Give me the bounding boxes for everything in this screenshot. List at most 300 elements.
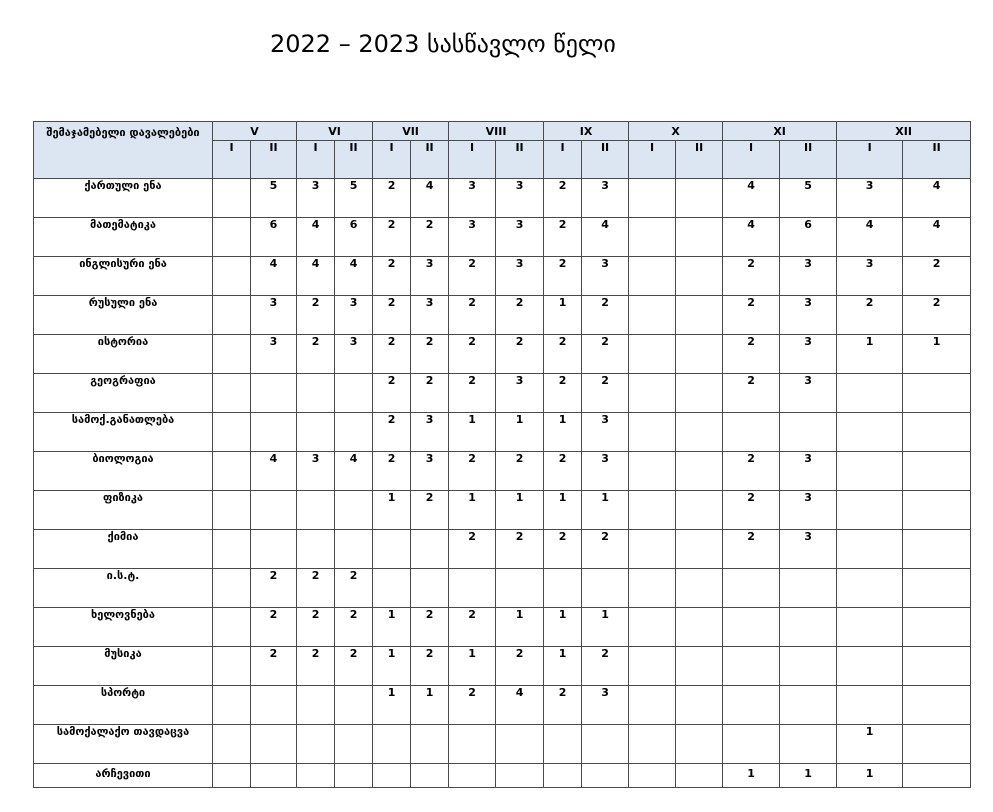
value-cell: 2 — [297, 569, 335, 608]
value-cell: 4 — [582, 218, 629, 257]
semester-header: I — [373, 141, 411, 179]
value-cell — [411, 569, 449, 608]
value-cell: 1 — [496, 608, 544, 647]
value-cell: 3 — [449, 218, 496, 257]
table-row — [34, 764, 971, 788]
value-cell: 3 — [780, 257, 837, 296]
value-cell — [903, 413, 971, 452]
value-cell — [544, 764, 582, 788]
grade-header: X — [629, 122, 723, 141]
value-cell — [496, 725, 544, 764]
value-cell — [676, 530, 723, 569]
subject-cell: არჩევითი — [34, 764, 213, 788]
value-cell: 3 — [251, 335, 297, 374]
value-cell — [629, 296, 676, 335]
page-title: 2022 – 2023 სასწავლო წელი — [270, 30, 616, 58]
value-cell — [903, 530, 971, 569]
value-cell — [780, 686, 837, 725]
value-cell: 2 — [544, 374, 582, 413]
value-cell: 3 — [780, 452, 837, 491]
value-cell: 2 — [723, 257, 780, 296]
value-cell — [496, 569, 544, 608]
value-cell: 2 — [411, 335, 449, 374]
value-cell — [837, 686, 903, 725]
value-cell: 4 — [496, 686, 544, 725]
value-cell: 1 — [449, 491, 496, 530]
table-row — [34, 647, 971, 686]
value-cell: 6 — [335, 218, 373, 257]
semester-header: II — [582, 141, 629, 179]
value-cell — [629, 218, 676, 257]
subject-cell: ი.ს.ტ. — [34, 569, 213, 608]
value-cell — [676, 179, 723, 218]
value-cell — [251, 530, 297, 569]
value-cell: 3 — [582, 257, 629, 296]
value-cell: 2 — [903, 257, 971, 296]
grade-header-row — [34, 122, 971, 141]
value-cell — [496, 764, 544, 788]
value-cell: 2 — [297, 335, 335, 374]
table-row — [34, 257, 971, 296]
semester-header: I — [723, 141, 780, 179]
value-cell — [629, 413, 676, 452]
value-cell: 2 — [496, 452, 544, 491]
value-cell: 2 — [723, 335, 780, 374]
value-cell — [449, 725, 496, 764]
subject-cell: ქართული ენა — [34, 179, 213, 218]
value-cell — [582, 569, 629, 608]
value-cell: 2 — [496, 296, 544, 335]
value-cell: 2 — [544, 452, 582, 491]
value-cell — [723, 647, 780, 686]
semester-header: I — [837, 141, 903, 179]
value-cell: 2 — [723, 296, 780, 335]
table-row — [34, 179, 971, 218]
value-cell: 5 — [780, 179, 837, 218]
value-cell — [213, 413, 251, 452]
value-cell: 4 — [723, 218, 780, 257]
value-cell — [629, 686, 676, 725]
value-cell: 3 — [780, 530, 837, 569]
value-cell — [780, 725, 837, 764]
value-cell — [676, 725, 723, 764]
value-cell: 2 — [411, 218, 449, 257]
value-cell: 2 — [723, 530, 780, 569]
value-cell — [373, 725, 411, 764]
value-cell — [903, 725, 971, 764]
value-cell: 2 — [723, 452, 780, 491]
value-cell: 3 — [582, 179, 629, 218]
value-cell — [629, 491, 676, 530]
value-cell: 3 — [496, 218, 544, 257]
table-body — [34, 179, 971, 788]
value-cell — [676, 257, 723, 296]
value-cell — [213, 491, 251, 530]
value-cell: 3 — [837, 257, 903, 296]
value-cell — [582, 764, 629, 788]
value-cell — [629, 647, 676, 686]
value-cell — [629, 530, 676, 569]
table-row — [34, 374, 971, 413]
value-cell: 3 — [582, 452, 629, 491]
value-cell — [780, 608, 837, 647]
value-cell: 1 — [373, 491, 411, 530]
value-cell: 3 — [582, 686, 629, 725]
table-row — [34, 569, 971, 608]
subject-cell: სამოქ.განათლება — [34, 413, 213, 452]
semester-header: I — [544, 141, 582, 179]
value-cell — [213, 725, 251, 764]
value-cell: 3 — [496, 179, 544, 218]
value-cell — [297, 725, 335, 764]
value-cell: 2 — [373, 296, 411, 335]
table-header — [34, 122, 971, 179]
value-cell — [213, 335, 251, 374]
semester-header: II — [251, 141, 297, 179]
value-cell — [629, 452, 676, 491]
value-cell: 2 — [449, 686, 496, 725]
value-cell: 2 — [449, 257, 496, 296]
value-cell — [335, 374, 373, 413]
value-cell — [213, 296, 251, 335]
value-cell: 1 — [582, 608, 629, 647]
value-cell — [723, 686, 780, 725]
value-cell: 4 — [251, 257, 297, 296]
value-cell — [251, 764, 297, 788]
value-cell: 4 — [723, 179, 780, 218]
value-cell — [676, 608, 723, 647]
subject-cell: გეოგრაფია — [34, 374, 213, 413]
value-cell — [251, 491, 297, 530]
semester-header: I — [629, 141, 676, 179]
value-cell — [335, 530, 373, 569]
value-cell — [629, 569, 676, 608]
value-cell: 2 — [496, 530, 544, 569]
value-cell: 2 — [903, 296, 971, 335]
value-cell — [676, 218, 723, 257]
value-cell — [213, 764, 251, 788]
value-cell: 3 — [297, 452, 335, 491]
value-cell — [213, 179, 251, 218]
value-cell — [582, 725, 629, 764]
value-cell: 6 — [780, 218, 837, 257]
value-cell: 1 — [837, 335, 903, 374]
value-cell — [676, 452, 723, 491]
value-cell: 2 — [449, 608, 496, 647]
value-cell — [213, 374, 251, 413]
value-cell — [676, 374, 723, 413]
header-label: შემაჯამებელი დავალებები — [34, 122, 213, 179]
table-row — [34, 491, 971, 530]
value-cell: 1 — [373, 647, 411, 686]
value-cell: 2 — [373, 452, 411, 491]
value-cell — [449, 569, 496, 608]
value-cell — [903, 491, 971, 530]
value-cell: 2 — [373, 335, 411, 374]
value-cell: 2 — [449, 452, 496, 491]
value-cell: 2 — [837, 296, 903, 335]
value-cell: 2 — [582, 530, 629, 569]
value-cell — [251, 413, 297, 452]
value-cell — [411, 725, 449, 764]
value-cell: 1 — [496, 413, 544, 452]
value-cell — [676, 569, 723, 608]
value-cell — [213, 218, 251, 257]
value-cell: 2 — [373, 179, 411, 218]
value-cell: 4 — [297, 257, 335, 296]
subject-cell: ბიოლოგია — [34, 452, 213, 491]
value-cell: 2 — [251, 608, 297, 647]
value-cell — [251, 374, 297, 413]
value-cell — [449, 764, 496, 788]
value-cell — [411, 530, 449, 569]
value-cell: 2 — [411, 491, 449, 530]
value-cell — [629, 608, 676, 647]
grade-header: VI — [297, 122, 373, 141]
value-cell: 2 — [251, 647, 297, 686]
value-cell — [723, 608, 780, 647]
value-cell: 3 — [335, 296, 373, 335]
value-cell: 3 — [496, 257, 544, 296]
value-cell: 3 — [496, 374, 544, 413]
value-cell: 2 — [582, 296, 629, 335]
value-cell — [297, 491, 335, 530]
value-cell — [251, 725, 297, 764]
semester-header: I — [213, 141, 251, 179]
value-cell — [297, 764, 335, 788]
value-cell: 3 — [837, 179, 903, 218]
value-cell — [723, 413, 780, 452]
value-cell: 2 — [449, 335, 496, 374]
value-cell — [335, 491, 373, 530]
value-cell: 1 — [903, 335, 971, 374]
subject-cell: ქიმია — [34, 530, 213, 569]
value-cell: 3 — [297, 179, 335, 218]
value-cell: 3 — [411, 413, 449, 452]
value-cell — [629, 764, 676, 788]
table-row — [34, 218, 971, 257]
value-cell: 5 — [251, 179, 297, 218]
subject-cell: მათემატიკა — [34, 218, 213, 257]
value-cell — [251, 686, 297, 725]
grade-header: VIII — [449, 122, 544, 141]
value-cell: 2 — [544, 218, 582, 257]
value-cell — [335, 686, 373, 725]
value-cell: 2 — [449, 374, 496, 413]
value-cell — [213, 608, 251, 647]
table-row — [34, 608, 971, 647]
value-cell — [373, 530, 411, 569]
value-cell: 1 — [837, 725, 903, 764]
value-cell: 3 — [251, 296, 297, 335]
value-cell: 3 — [335, 335, 373, 374]
value-cell: 2 — [723, 491, 780, 530]
table-row — [34, 725, 971, 764]
subject-cell: ისტორია — [34, 335, 213, 374]
value-cell — [373, 764, 411, 788]
grade-header: VII — [373, 122, 449, 141]
table-row — [34, 686, 971, 725]
value-cell: 3 — [780, 374, 837, 413]
assessment-table — [33, 121, 971, 788]
value-cell: 2 — [496, 335, 544, 374]
value-cell: 2 — [723, 374, 780, 413]
value-cell — [837, 530, 903, 569]
semester-header: I — [297, 141, 335, 179]
value-cell — [837, 569, 903, 608]
value-cell: 4 — [297, 218, 335, 257]
value-cell — [903, 686, 971, 725]
value-cell: 2 — [582, 374, 629, 413]
value-cell: 1 — [449, 647, 496, 686]
value-cell: 2 — [496, 647, 544, 686]
value-cell — [780, 413, 837, 452]
subject-cell: მუსიკა — [34, 647, 213, 686]
value-cell: 2 — [373, 413, 411, 452]
value-cell: 1 — [544, 491, 582, 530]
value-cell — [780, 569, 837, 608]
value-cell — [903, 647, 971, 686]
value-cell — [411, 764, 449, 788]
value-cell — [213, 647, 251, 686]
value-cell: 2 — [411, 608, 449, 647]
value-cell — [335, 725, 373, 764]
value-cell: 2 — [335, 608, 373, 647]
value-cell: 2 — [335, 569, 373, 608]
value-cell: 2 — [582, 335, 629, 374]
value-cell — [544, 725, 582, 764]
value-cell — [676, 491, 723, 530]
value-cell: 2 — [544, 530, 582, 569]
value-cell — [903, 764, 971, 788]
value-cell — [676, 686, 723, 725]
value-cell: 4 — [903, 218, 971, 257]
value-cell — [335, 413, 373, 452]
table-row — [34, 530, 971, 569]
semester-header: II — [903, 141, 971, 179]
value-cell: 2 — [544, 179, 582, 218]
value-cell: 1 — [837, 764, 903, 788]
value-cell: 5 — [335, 179, 373, 218]
value-cell: 1 — [723, 764, 780, 788]
value-cell: 3 — [411, 296, 449, 335]
value-cell: 1 — [544, 647, 582, 686]
value-cell: 4 — [335, 257, 373, 296]
value-cell — [780, 647, 837, 686]
value-cell: 4 — [335, 452, 373, 491]
value-cell — [629, 179, 676, 218]
semester-header: I — [449, 141, 496, 179]
value-cell — [723, 725, 780, 764]
value-cell: 2 — [373, 257, 411, 296]
value-cell: 2 — [411, 374, 449, 413]
value-cell: 4 — [251, 452, 297, 491]
subject-cell: სამოქალაქო თავდაცვა — [34, 725, 213, 764]
value-cell — [544, 569, 582, 608]
grade-header: XII — [837, 122, 971, 141]
value-cell: 2 — [251, 569, 297, 608]
value-cell: 2 — [411, 647, 449, 686]
grade-header: IX — [544, 122, 629, 141]
value-cell: 2 — [335, 647, 373, 686]
value-cell — [629, 725, 676, 764]
value-cell — [837, 647, 903, 686]
value-cell: 4 — [837, 218, 903, 257]
value-cell — [676, 764, 723, 788]
value-cell: 1 — [544, 296, 582, 335]
value-cell — [676, 296, 723, 335]
value-cell — [213, 452, 251, 491]
value-cell: 4 — [903, 179, 971, 218]
value-cell: 1 — [373, 686, 411, 725]
table-row — [34, 413, 971, 452]
value-cell: 3 — [449, 179, 496, 218]
value-cell: 2 — [373, 374, 411, 413]
value-cell — [903, 452, 971, 491]
value-cell — [213, 530, 251, 569]
subject-cell: ხელოვნება — [34, 608, 213, 647]
value-cell — [837, 413, 903, 452]
value-cell — [903, 608, 971, 647]
value-cell: 2 — [297, 296, 335, 335]
value-cell — [903, 569, 971, 608]
value-cell — [213, 569, 251, 608]
semester-header: II — [496, 141, 544, 179]
value-cell: 4 — [411, 179, 449, 218]
value-cell: 1 — [411, 686, 449, 725]
grade-header: V — [213, 122, 297, 141]
table-row — [34, 335, 971, 374]
value-cell: 3 — [780, 491, 837, 530]
value-cell — [837, 452, 903, 491]
value-cell — [723, 569, 780, 608]
semester-header: II — [676, 141, 723, 179]
value-cell — [297, 413, 335, 452]
value-cell — [297, 530, 335, 569]
value-cell — [297, 686, 335, 725]
value-cell: 3 — [411, 452, 449, 491]
value-cell: 2 — [544, 257, 582, 296]
value-cell: 6 — [251, 218, 297, 257]
value-cell: 1 — [449, 413, 496, 452]
value-cell: 1 — [373, 608, 411, 647]
subject-cell: ინგლისური ენა — [34, 257, 213, 296]
value-cell: 1 — [496, 491, 544, 530]
value-cell — [297, 374, 335, 413]
value-cell — [837, 374, 903, 413]
subject-cell: რუსული ენა — [34, 296, 213, 335]
subject-cell: ფიზიკა — [34, 491, 213, 530]
value-cell: 3 — [411, 257, 449, 296]
table-row — [34, 452, 971, 491]
value-cell: 2 — [449, 530, 496, 569]
value-cell: 1 — [780, 764, 837, 788]
value-cell — [629, 335, 676, 374]
value-cell — [837, 491, 903, 530]
value-cell: 2 — [449, 296, 496, 335]
value-cell — [676, 335, 723, 374]
value-cell — [676, 647, 723, 686]
semester-header: II — [411, 141, 449, 179]
semester-header: II — [780, 141, 837, 179]
value-cell: 2 — [544, 335, 582, 374]
grade-header: XI — [723, 122, 837, 141]
value-cell — [903, 374, 971, 413]
value-cell: 1 — [544, 413, 582, 452]
value-cell: 2 — [582, 647, 629, 686]
value-cell — [676, 413, 723, 452]
value-cell: 3 — [780, 335, 837, 374]
